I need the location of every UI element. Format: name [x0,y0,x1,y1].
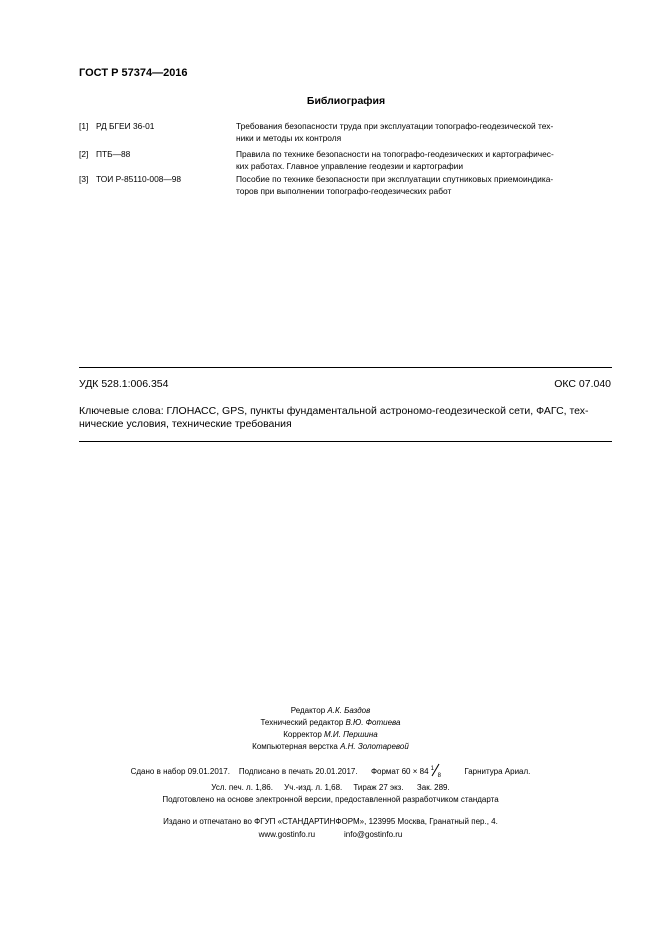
corrector-name: М.И. Першина [324,730,378,739]
editor-line [0,705,661,717]
description-line: Правила по технике безопасности на топографо-геодезических и картографичес- [236,149,554,159]
editor-name: А.К. Баздов [327,706,371,715]
keywords-line: нические условия, технические требования [79,418,292,430]
bibliography-item-number: [1] [79,121,89,131]
fraction-numerator: 1 [430,766,434,772]
description-line: ники и методы их контроля [236,132,342,143]
description-line: ких работах. Главное управление геодезии и картографии [236,160,464,171]
keywords-line: Ключевые слова: ГЛОНАСС, GPS, пункты фундаментальной астрономо-геодезической сети, ФАГС, тех- [79,405,589,417]
email-link[interactable]: info@gostinfo.ru [344,830,403,839]
description-line: Требования безопасности труда при эксплуатации топографо-геодезической тех- [236,121,554,131]
print-sheets-value: 1,86. [255,783,273,792]
print-dates-line [0,766,661,778]
format-label: Формат [370,767,400,776]
bottom-divider [79,441,612,442]
corrector-label: Корректор [283,730,322,739]
description-line: торов при выполнении топографо-геодезических работ [236,185,452,196]
website-link[interactable]: www.gostinfo.ru [258,830,316,839]
editor-label: Редактор [290,706,326,715]
order-value: 289. [434,783,450,792]
sent-label: Сдано в набор [130,767,186,776]
corrector-line [0,729,661,741]
bibliography-item-description [236,174,612,197]
signed-date: 20.01.2017. [315,767,358,776]
bibliography-item-code: ПТБ—88 [96,149,131,159]
document-header: ГОСТ Р 57374—2016 [79,67,188,79]
bibliography-item-description [236,121,612,144]
fraction-denominator: 8 [437,773,441,779]
contacts-line [0,829,661,841]
bibliography-item-number: [2] [79,149,89,159]
tech-editor-label: Технический редактор [260,718,344,727]
bibliography-title: Библиография [306,95,386,107]
publisher-line: Издано и отпечатано во ФГУП «СТАНДАРТИНФОРМ», 123995 Москва, Гранатный пер., 4. [163,817,498,826]
run-label: Тираж [353,783,377,792]
top-divider [79,367,612,368]
tech-editor-line [0,717,661,729]
format-value: 60 [401,767,411,776]
order-label: Зак. [416,783,432,792]
bibliography-item-description [236,149,612,172]
signed-label: Подписано в печать [238,767,314,776]
oks-code: ОКС 07.040 [554,378,611,390]
print-volume-line [0,782,661,794]
tech-editor-name: В.Ю. Фотиева [345,718,401,727]
publish-sheets-value: 1,68. [324,783,343,792]
udk-code: УДК 528.1:006.354 [79,378,169,390]
layout-name: А.Н. Золотаревой [340,742,409,751]
prepared-note: Подготовлено на основе электронной версии, предоставленной разработчиком стандарта [162,795,499,804]
font-label: Гарнитура Ариал. [464,767,531,776]
format-value: 84 [419,767,429,776]
bibliography-item-code: РД БГЕИ 36-01 [96,121,155,131]
bibliography-item-code: ТОИ Р-85110-008—98 [96,174,182,184]
print-sheets-label: Усл. печ. л. [211,783,253,792]
publish-sheets-label: Уч.-изд. л. [284,783,323,792]
layout-line [0,741,661,753]
sent-date: 09.01.2017. [187,767,230,776]
bibliography-item-number: [3] [79,174,89,184]
keywords [79,405,612,431]
format-times: × [412,767,418,776]
run-value: 27 экз. [378,783,404,792]
description-line: Пособие по технике безопасности при эксплуатации спутниковых приемоиндика- [236,174,554,184]
format-fraction [429,766,447,779]
layout-label: Компьютерная верстка [252,742,338,751]
